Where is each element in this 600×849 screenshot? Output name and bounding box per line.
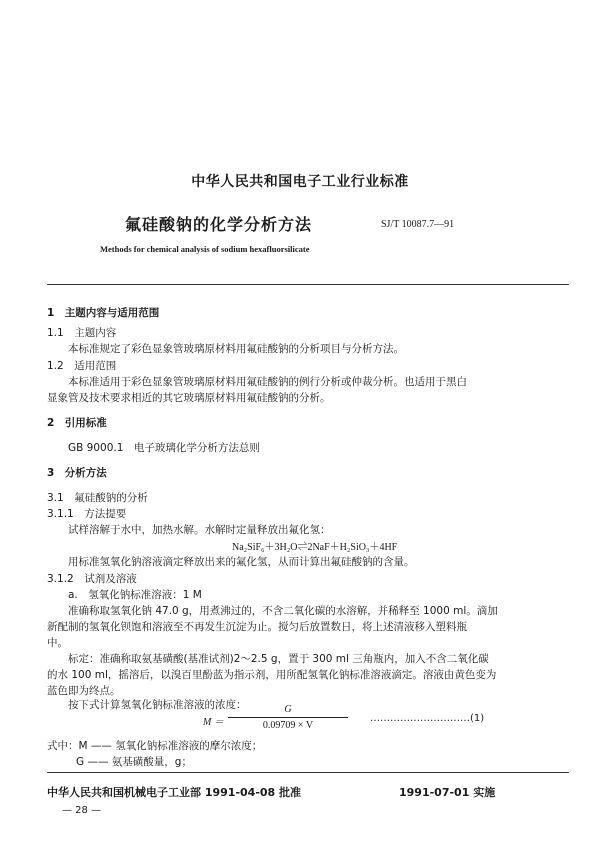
english-title: Methods for chemical analysis of sodium hexafluorsilicate [100,244,310,254]
calibration-text-line-3: 蓝色即为终点。 [47,685,121,697]
formula-fraction [228,704,348,731]
effective-date: 1991-07-01 实施 [399,786,496,799]
section-3-1-1-text: 试样溶解于水中，加热水解。水解时定量释放出氟化氢： [68,524,331,536]
document-title: 氟硅酸钠的化学分析方法 [125,215,313,234]
formula-numerator: G [284,704,292,715]
industry-standard-title: 中华人民共和国电子工业行业标准 [191,174,409,190]
symbol-definition-m: 式中：M —— 氢氧化钠标准溶液的摩尔浓度； [47,740,263,752]
standard-number: SJ/T 10087.7—91 [381,219,455,230]
section-3-heading: 3 分析方法 [47,467,107,479]
calibration-text-line-1: 标定：准确称取氨基磺酸(基准试剂)2～2.5 g，置于 300 ml 三角瓶内，加入不含二氧化碳 [68,653,489,665]
page-number: — 28 — [62,805,102,816]
formula-number: …………………………(1) [370,713,485,724]
formula-lhs: M ＝ [203,717,224,728]
symbol-definition-g: G —— 氨基磺酸量，g； [76,756,192,768]
section-1-2-text-line-2: 显象管及技术要求相近的其它玻璃原材料用氟硅酸钠的分析。 [47,392,331,404]
section-1-2-text-line-1: 本标准适用于彩色显象管玻璃原材料用氟硅酸钠的例行分析或仲裁分析。也适用于黑白 [68,376,467,388]
reagent-a-text-line-3: 中。 [47,637,68,649]
footer-rule [47,772,569,773]
section-3-1-2-heading: 3.1.2 试剂及溶液 [47,573,137,585]
calibration-text-line-2: 的水 100 ml，摇溶后，以溴百里酚蓝为指示剂，用所配氢氧化钠标准溶液滴定。溶液由黄色变为 [47,669,497,681]
section-2-heading: 2 引用标准 [47,417,107,429]
section-1-1-heading: 1.1 主题内容 [47,327,117,339]
section-3-1-1-heading: 3.1.1 方法提要 [47,508,127,520]
section-2-reference: GB 9000.1 电子玻璃化学分析方法总则 [68,442,260,454]
reagent-a-text-line-2: 新配制的氢氧化钡饱和溶液至不再发生沉淀为止。搅匀后放置数日，将上述清液移入塑料瓶 [47,621,467,633]
header-rule [47,284,569,285]
reagent-a-text-line-1: 准确称取氢氧化钠 47.0 g，用煮沸过的，不含二氧化碳的水溶解，并稀释至 1000 ml。滴加 [68,605,498,617]
section-1-1-text: 本标准规定了彩色显象管玻璃原材料用氟硅酸钠的分析项目与分析方法。 [68,343,404,355]
section-3-1-1-text-2: 用标准氢氧化钠溶液滴定释放出来的氟化氢，从而计算出氟硅酸钠的含量。 [68,556,415,568]
section-1-heading: 1 主题内容与适用范围 [47,307,160,319]
section-3-1-heading: 3.1 氟硅酸钠的分析 [47,492,148,504]
fraction-bar [228,717,348,718]
reagent-item-a: a. 氢氧化钠标准溶液：1 M [68,589,202,601]
formula-denominator: 0.09709 × V [262,720,314,731]
calculation-intro: 按下式计算氢氧化钠标准溶液的浓度： [68,699,247,711]
issuer-approval: 中华人民共和国机械电子工业部 1991-04-08 批准 [47,786,302,799]
section-1-2-heading: 1.2 适用范围 [47,360,117,372]
hydrolysis-reaction: Na₂SiF₆＋3H₂O⇌2NaF＋H₂SiO₃＋4HF [232,542,398,553]
